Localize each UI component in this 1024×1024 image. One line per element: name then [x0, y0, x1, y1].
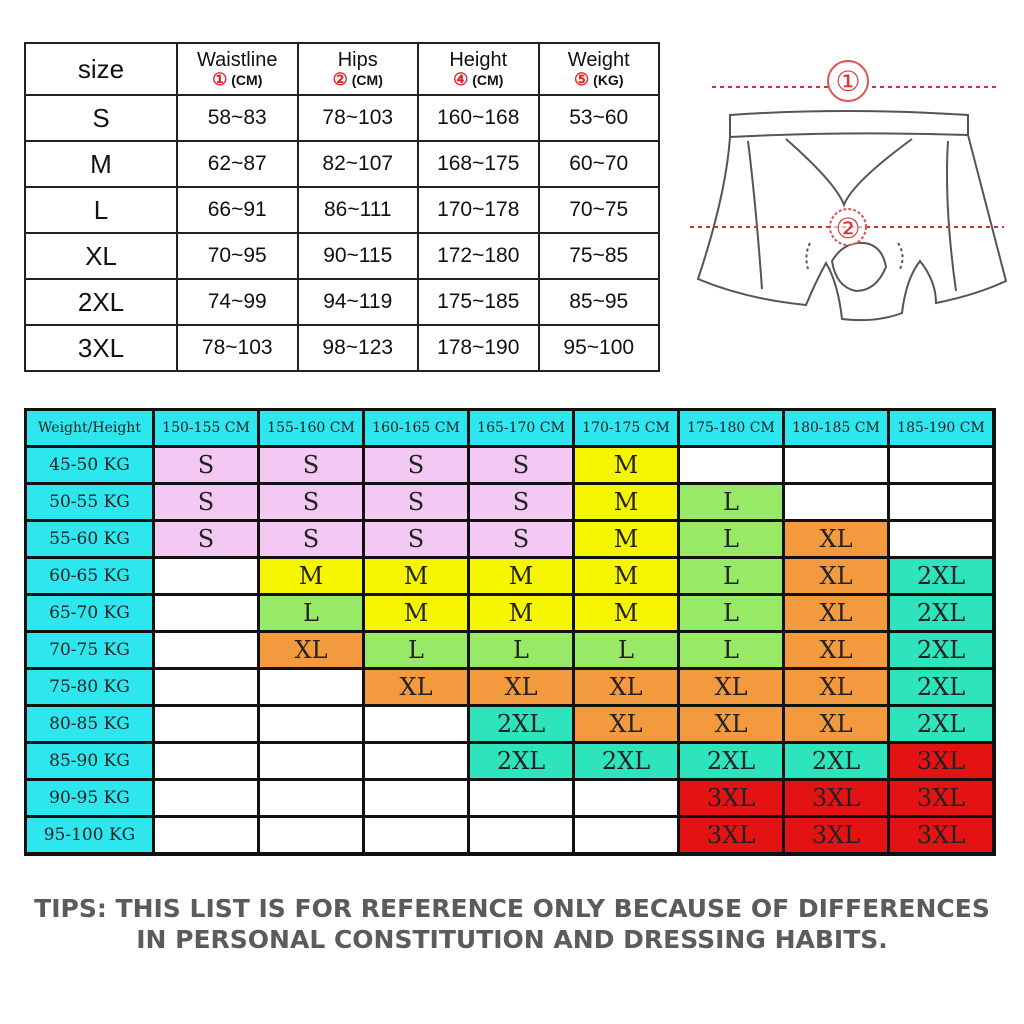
size-label-cell: L — [25, 187, 177, 233]
empty-cell — [575, 818, 677, 852]
measurement-cell: 70~95 — [177, 233, 298, 279]
size-cell: S — [155, 485, 257, 519]
measurement-cell: 66~91 — [177, 187, 298, 233]
measure-number: ① — [212, 70, 228, 89]
measurement-cell: 60~70 — [539, 141, 660, 187]
measurement-cell: 172~180 — [418, 233, 539, 279]
size-cell: XL — [785, 559, 887, 593]
header-name: Hips — [337, 49, 378, 71]
size-cell: L — [260, 596, 362, 630]
empty-cell — [155, 596, 257, 630]
size-cell: L — [680, 485, 782, 519]
measurement-cell: 53~60 — [539, 95, 660, 141]
size-cell: 3XL — [680, 818, 782, 852]
empty-cell — [890, 485, 992, 519]
size-cell: M — [575, 522, 677, 556]
size-cell: 2XL — [890, 633, 992, 667]
empty-cell — [365, 744, 467, 778]
header-name: Height — [449, 49, 508, 71]
chart-corner-header: Weight/Height — [27, 411, 152, 445]
size-cell: 2XL — [470, 744, 572, 778]
measurement-cell: 86~111 — [298, 187, 419, 233]
size-cell: M — [575, 596, 677, 630]
measurement-cell: 62~87 — [177, 141, 298, 187]
size-cell: S — [260, 448, 362, 482]
empty-cell — [365, 781, 467, 815]
size-cell: S — [155, 522, 257, 556]
header-name: Weight — [567, 49, 630, 71]
header-unit — [540, 71, 659, 89]
measurement-cell: 75~85 — [539, 233, 660, 279]
size-cell: XL — [575, 707, 677, 741]
measure-number: ② — [332, 70, 348, 89]
size-cell: XL — [785, 522, 887, 556]
height-column-header: 180-185 CM — [785, 411, 887, 445]
size-cell: S — [260, 522, 362, 556]
size-cell: XL — [785, 596, 887, 630]
size-label-cell: XL — [25, 233, 177, 279]
waist-marker-label: ① — [835, 65, 861, 98]
empty-cell — [155, 707, 257, 741]
empty-cell — [155, 818, 257, 852]
measurement-cell: 178~190 — [418, 325, 539, 371]
weight-height-size-chart — [24, 408, 996, 856]
header-unit — [419, 71, 538, 89]
size-cell: XL — [785, 670, 887, 704]
size-table-row — [25, 141, 659, 187]
size-table-row — [25, 187, 659, 233]
tips-line-2: IN PERSONAL CONSTITUTION AND DRESSING HABITS. — [136, 925, 888, 954]
weight-row-label: 70-75 KG — [27, 633, 152, 667]
weight-row-label: 55-60 KG — [27, 522, 152, 556]
size-cell: L — [680, 522, 782, 556]
measurement-cell: 94~119 — [298, 279, 419, 325]
empty-cell — [155, 559, 257, 593]
measure-number: ④ — [453, 70, 469, 89]
header-unit — [178, 71, 297, 89]
unit-label: (CM) — [351, 72, 383, 88]
empty-cell — [155, 633, 257, 667]
size-cell: XL — [575, 670, 677, 704]
measurement-cell: 160~168 — [418, 95, 539, 141]
measurement-cell: 168~175 — [418, 141, 539, 187]
weight-row-label: 60-65 KG — [27, 559, 152, 593]
size-cell: L — [680, 633, 782, 667]
size-cell: 2XL — [680, 744, 782, 778]
size-cell: 2XL — [890, 596, 992, 630]
height-column-header: 170-175 CM — [575, 411, 677, 445]
height-column-header: 185-190 CM — [890, 411, 992, 445]
size-label-cell: S — [25, 95, 177, 141]
height-column-header: 150-155 CM — [155, 411, 257, 445]
weight-row-label: 95-100 KG — [27, 818, 152, 852]
empty-cell — [470, 781, 572, 815]
weight-row-label: 85-90 KG — [27, 744, 152, 778]
weight-row-label: 65-70 KG — [27, 596, 152, 630]
size-cell: 3XL — [785, 818, 887, 852]
weight-column-header — [539, 43, 660, 95]
size-cell: S — [470, 448, 572, 482]
size-cell: M — [365, 559, 467, 593]
measurement-cell: 170~178 — [418, 187, 539, 233]
height-column-header: 155-160 CM — [260, 411, 362, 445]
height-column-header: 165-170 CM — [470, 411, 572, 445]
size-cell: M — [470, 559, 572, 593]
empty-cell — [155, 744, 257, 778]
empty-cell — [785, 485, 887, 519]
measure-number: ⑤ — [574, 70, 590, 89]
measurement-cell: 82~107 — [298, 141, 419, 187]
weight-row-label: 75-80 KG — [27, 670, 152, 704]
size-cell: 2XL — [890, 559, 992, 593]
empty-cell — [155, 670, 257, 704]
size-label-cell: 2XL — [25, 279, 177, 325]
size-column-header: size — [25, 43, 177, 95]
size-label-cell: 3XL — [25, 325, 177, 371]
empty-cell — [260, 744, 362, 778]
unit-label: (CM) — [231, 72, 263, 88]
empty-cell — [680, 448, 782, 482]
size-cell: XL — [785, 633, 887, 667]
height-column-header — [418, 43, 539, 95]
size-table-row — [25, 95, 659, 141]
height-column-header: 160-165 CM — [365, 411, 467, 445]
measurement-cell: 78~103 — [298, 95, 419, 141]
size-cell: S — [260, 485, 362, 519]
weight-row-label: 45-50 KG — [27, 448, 152, 482]
hips-column-header — [298, 43, 419, 95]
size-cell: S — [470, 522, 572, 556]
measurement-cell: 95~100 — [539, 325, 660, 371]
size-measurement-table — [24, 42, 660, 372]
waistline-column-header — [177, 43, 298, 95]
size-cell: 3XL — [680, 781, 782, 815]
shorts-measurement-illustration — [686, 55, 1010, 345]
hips-marker-label: ② — [835, 212, 861, 245]
measurement-cell: 98~123 — [298, 325, 419, 371]
size-cell: XL — [365, 670, 467, 704]
header-unit — [299, 71, 418, 89]
unit-label: (CM) — [472, 72, 504, 88]
size-cell: 2XL — [470, 707, 572, 741]
size-cell: XL — [680, 707, 782, 741]
size-cell: S — [155, 448, 257, 482]
size-cell: 2XL — [890, 670, 992, 704]
size-cell: S — [470, 485, 572, 519]
size-cell: L — [470, 633, 572, 667]
measurement-cell: 74~99 — [177, 279, 298, 325]
size-table-body — [25, 95, 659, 371]
size-cell: 3XL — [890, 781, 992, 815]
size-cell: M — [575, 559, 677, 593]
size-cell: 2XL — [575, 744, 677, 778]
size-cell: XL — [470, 670, 572, 704]
empty-cell — [260, 781, 362, 815]
size-cell: L — [680, 596, 782, 630]
size-cell: XL — [260, 633, 362, 667]
size-cell: M — [470, 596, 572, 630]
empty-cell — [470, 818, 572, 852]
empty-cell — [365, 818, 467, 852]
measurement-cell: 70~75 — [539, 187, 660, 233]
measurement-cell: 175~185 — [418, 279, 539, 325]
measurement-cell: 58~83 — [177, 95, 298, 141]
empty-cell — [575, 781, 677, 815]
empty-cell — [260, 707, 362, 741]
header-name: Waistline — [197, 49, 278, 71]
empty-cell — [155, 781, 257, 815]
size-cell: L — [680, 559, 782, 593]
size-cell: 2XL — [890, 707, 992, 741]
size-cell: XL — [785, 707, 887, 741]
size-cell: 3XL — [890, 744, 992, 778]
size-cell: XL — [680, 670, 782, 704]
size-table-row — [25, 233, 659, 279]
weight-row-label: 80-85 KG — [27, 707, 152, 741]
empty-cell — [260, 670, 362, 704]
size-table-row — [25, 279, 659, 325]
size-cell: L — [365, 633, 467, 667]
size-cell: M — [260, 559, 362, 593]
measurement-cell: 78~103 — [177, 325, 298, 371]
measurement-cell: 85~95 — [539, 279, 660, 325]
empty-cell — [785, 448, 887, 482]
size-table-header-row — [25, 43, 659, 95]
unit-label: (KG) — [593, 72, 624, 88]
size-cell: S — [365, 448, 467, 482]
size-cell: M — [575, 485, 677, 519]
size-cell: M — [575, 448, 677, 482]
tips-note — [0, 893, 1024, 955]
size-cell: 3XL — [890, 818, 992, 852]
size-table-row — [25, 325, 659, 371]
empty-cell — [260, 818, 362, 852]
empty-cell — [890, 522, 992, 556]
empty-cell — [890, 448, 992, 482]
tips-line-1: TIPS: THIS LIST IS FOR REFERENCE ONLY BECAUSE OF DIFFERENCES — [34, 894, 990, 923]
weight-row-label: 90-95 KG — [27, 781, 152, 815]
size-label-cell: M — [25, 141, 177, 187]
weight-row-label: 50-55 KG — [27, 485, 152, 519]
size-cell: S — [365, 522, 467, 556]
size-cell: 3XL — [785, 781, 887, 815]
height-column-header: 175-180 CM — [680, 411, 782, 445]
empty-cell — [365, 707, 467, 741]
size-cell: L — [575, 633, 677, 667]
size-cell: 2XL — [785, 744, 887, 778]
size-cell: M — [365, 596, 467, 630]
size-cell: S — [365, 485, 467, 519]
measurement-cell: 90~115 — [298, 233, 419, 279]
